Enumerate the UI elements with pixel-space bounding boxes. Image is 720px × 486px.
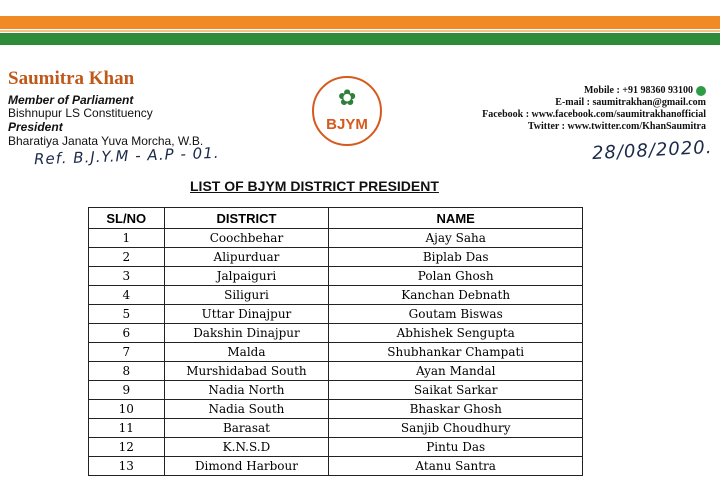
header-district: DISTRICT: [164, 208, 329, 229]
contact-facebook: Facebook : www.facebook.com/saumitrakhanofficial: [482, 109, 706, 120]
cell-slno: 8: [89, 362, 165, 381]
cell-name: Sanjib Choudhury: [329, 419, 583, 438]
cell-district: Nadia North: [164, 381, 329, 400]
document-title: LIST OF BJYM DISTRICT PRESIDENT: [190, 178, 439, 194]
table-row: [89, 362, 583, 381]
cell-district: Malda: [164, 343, 329, 362]
designation-mp: Member of Parliament: [8, 93, 134, 107]
table-row: [89, 229, 583, 248]
table-row: [89, 381, 583, 400]
cell-name: Abhishek Sengupta: [329, 324, 583, 343]
table-row: [89, 419, 583, 438]
running-figures-icon: ✿: [338, 86, 357, 111]
cell-district: Alipurduar: [164, 248, 329, 267]
cell-name: Shubhankar Champati: [329, 343, 583, 362]
cell-district: Uttar Dinajpur: [164, 305, 329, 324]
header-name: NAME: [329, 208, 583, 229]
constituency: Bishnupur LS Constituency: [8, 106, 153, 120]
divider-line: [0, 30, 720, 32]
cell-slno: 5: [89, 305, 165, 324]
cell-name: Goutam Biswas: [329, 305, 583, 324]
cell-district: Murshidabad South: [164, 362, 329, 381]
contact-twitter: Twitter : www.twitter.com/KhanSaumitra: [527, 121, 706, 132]
table-row: [89, 400, 583, 419]
cell-slno: 12: [89, 438, 165, 457]
contact-mobile: [584, 85, 706, 96]
cell-name: Bhaskar Ghosh: [329, 400, 583, 419]
reference-number: Ref. B.J.Y.M - A.P - 01.: [33, 143, 220, 169]
cell-slno: 1: [89, 229, 165, 248]
contact-email: E-mail : saumitrakhan@gmail.com: [555, 97, 706, 108]
district-president-table: [88, 207, 583, 476]
cell-slno: 7: [89, 343, 165, 362]
saffron-band: [0, 16, 720, 29]
letterhead-name: Saumitra Khan: [8, 68, 135, 89]
cell-district: Dakshin Dinajpur: [164, 324, 329, 343]
cell-slno: 3: [89, 267, 165, 286]
table-row: [89, 248, 583, 267]
mobile-text: Mobile : +91 98360 93100: [583, 85, 693, 96]
cell-name: Pintu Das: [329, 438, 583, 457]
table-row: [89, 438, 583, 457]
bjym-logo: [312, 76, 382, 146]
organisation: Bharatiya Janata Yuva Morcha, W.B.: [8, 134, 204, 148]
table-row: [89, 286, 583, 305]
cell-name: Polan Ghosh: [329, 267, 583, 286]
cell-slno: 9: [89, 381, 165, 400]
cell-district: Jalpaiguri: [164, 267, 329, 286]
cell-slno: 10: [89, 400, 165, 419]
cell-district: Siliguri: [164, 286, 329, 305]
cell-district: K.N.S.D: [164, 438, 329, 457]
cell-district: Barasat: [164, 419, 329, 438]
green-band: [0, 33, 720, 45]
table-row: [89, 343, 583, 362]
whatsapp-icon: [696, 86, 706, 96]
table-row: [89, 267, 583, 286]
table-header-row: [89, 208, 583, 229]
cell-name: Ajay Saha: [329, 229, 583, 248]
cell-name: Atanu Santra: [329, 457, 583, 476]
cell-slno: 4: [89, 286, 165, 305]
cell-name: Saikat Sarkar: [329, 381, 583, 400]
header-slno: SL/NO: [89, 208, 165, 229]
designation-president: President: [8, 120, 63, 134]
cell-slno: 6: [89, 324, 165, 343]
cell-slno: 11: [89, 419, 165, 438]
logo-text: BJYM: [326, 116, 368, 133]
cell-name: Kanchan Debnath: [329, 286, 583, 305]
table-row: [89, 324, 583, 343]
cell-slno: 2: [89, 248, 165, 267]
cell-district: Nadia South: [164, 400, 329, 419]
cell-name: Ayan Mandal: [329, 362, 583, 381]
table-row: [89, 305, 583, 324]
cell-district: Dimond Harbour: [164, 457, 329, 476]
cell-name: Biplab Das: [329, 248, 583, 267]
table-row: [89, 457, 583, 476]
cell-slno: 13: [89, 457, 165, 476]
cell-district: Coochbehar: [164, 229, 329, 248]
handwritten-date: 28/08/2020.: [591, 136, 713, 165]
